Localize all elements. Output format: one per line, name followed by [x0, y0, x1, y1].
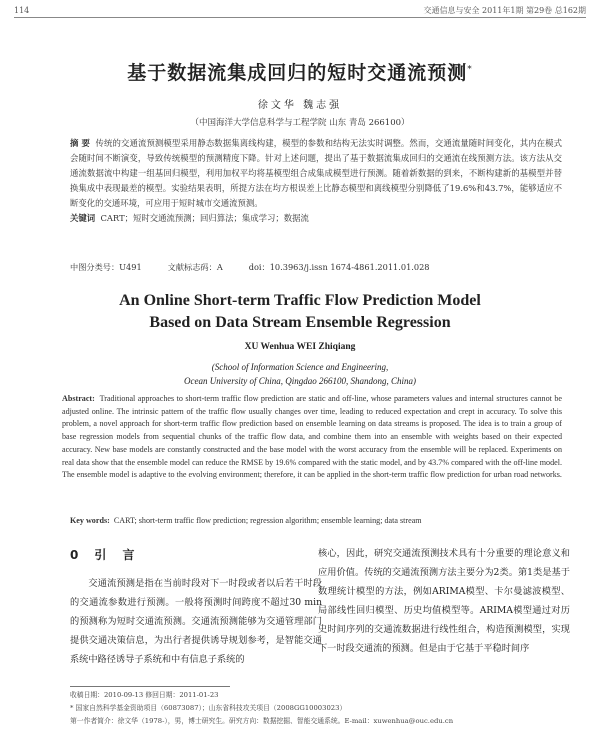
running-header — [14, 4, 586, 16]
clc-label: 中图分类号： — [70, 262, 120, 272]
english-affiliation — [0, 360, 600, 388]
body-column-left — [70, 544, 322, 669]
english-affil-line2: Ocean University of China, Qingdao 266100, Shandong, China) — [184, 376, 416, 386]
journal-info: 交通信息与安全 2011年1期 第29卷 总162期 — [423, 5, 586, 15]
footnote-fund: * 国家自然科学基金资助项目（60873087）；山东省科技攻关项目（2008GG10003023） — [70, 704, 347, 712]
chinese-keywords-text: CART；短时交通流预测；回归算法；集成学习；数据流 — [100, 213, 309, 223]
english-abstract-text: Traditional approaches to short-term traffic flow prediction are static and off-line, whose parameters values and internal structures cannot be adjusted online. The intrinsic pattern of the traffic flow usually changes over time, leading to reduced expectation and crept in accuracy. To solve this problem, a novel approach for short-term traffic flow prediction based on ensemble learning on data streams is proposed. The idea is to train a group of base regression models from sequential chunks of the traffic flow data, and combine them into an ensemble with weights based on their expected accuracy. New base models are constantly constructed and the base model with the worst accuracy from the ensemble will be replaced. Experiments on real data show that the ensemble model can reduce the RMSE by 19.6% compared with the static model, and by 43.7% compared with the off-line model. The ensemble model is adaptive to the evolving environment; therefore, it can be applied in the short-term traffic flow prediction for urban road networks. — [62, 394, 562, 480]
chinese-title — [0, 58, 600, 85]
english-keywords-text: CART; short-term traffic flow prediction; regression algorithm; ensemble learning; data stream — [113, 516, 422, 525]
title-footnote-mark: * — [467, 64, 473, 75]
section-number: 0 — [70, 548, 85, 562]
classification-row — [70, 262, 562, 273]
doc-label: 文献标志码： — [167, 262, 217, 272]
english-keywords — [70, 516, 562, 525]
header-rule — [14, 17, 586, 18]
english-authors: XU Wenhua WEI Zhiqiang — [244, 342, 356, 352]
footnote-received: 收稿日期：2010-09-13 修回日期：2011-01-23 — [70, 691, 219, 699]
chinese-keywords-label: 关键词 — [70, 213, 96, 223]
chinese-abstract-label: 摘 要 — [70, 138, 90, 148]
chinese-abstract-text: 传统的交通流预测模型采用静态数据集离线构建，模型的参数和结构无法实时调整。然而，交通流量随时间变化，其内在模式会随时间不断演变，导致传统模型的预测精度下降。针对上述问题，提出了基于数据流集成回归的交通流在线预测方法。该方法从交通流数据流中构建一组基回归模型，利用加权平均将基模型组合成集成模型进行预测。随着新数据的到来，不断构建新的基模型并替换集成中表现最差的模型。实验结果表明，所提方法在均方根误差上比静态模型和离线模型分别降低了19.6%和43.7%，能够适应不断变化的交通环境，可应用于短时城市交通流预测。 — [70, 138, 563, 208]
english-title — [0, 290, 600, 334]
doi-value: 10.3963/j.issn 1674-4861.2011.01.028 — [269, 262, 430, 272]
body-column-right — [318, 544, 570, 658]
body-text-right: 核心，因此，研究交通流预测技术具有十分重要的理论意义和应用价值。传统的交通流预测方法主要分为2类。第1类是基于数理统计模型的方法，例如ARIMA模型、卡尔曼滤波模型、局部线性回归模型、历史均值模型等。ARIMA模型通过对历史时间序列的交通流数据进行线性组合，构造预测模型，实现下一时段交通流的预测。但是由于它基于平稳时间序 — [318, 548, 570, 654]
chinese-keywords — [70, 211, 562, 226]
doi — [249, 262, 430, 273]
chinese-title-text: 基于数据流集成回归的短时交通流预测 — [127, 62, 468, 84]
chinese-abstract-para — [70, 136, 562, 211]
english-title-line2: Based on Data Stream Ensemble Regression — [149, 314, 451, 331]
english-abstract — [62, 393, 562, 482]
section-title: 引 言 — [94, 548, 141, 562]
chinese-abstract — [70, 136, 562, 226]
doc-value: A — [216, 262, 223, 272]
page-number: 114 — [14, 5, 30, 15]
chinese-authors: 徐文华 魏志强 — [257, 100, 343, 111]
english-affil-line1: (School of Information Science and Engineering, — [211, 362, 389, 372]
footnote-rule — [70, 686, 230, 687]
section-heading — [70, 544, 322, 566]
english-abstract-label: Abstract: — [62, 394, 95, 403]
english-title-line1: An Online Short-term Traffic Flow Prediction Model — [119, 292, 481, 309]
footnote-author: 第一作者简介：徐文华（1978-），男，博士研究生。研究方向：数据挖掘、智能交通系统。E-mail：xuwenhua@ouc.edu.cn — [70, 717, 454, 725]
doi-label: doi： — [248, 262, 270, 272]
chinese-affiliation: （中国海洋大学信息科学与工程学院 山东 青岛 266100） — [190, 118, 410, 128]
document-code — [168, 262, 223, 273]
body-text-left: 交通流预测是指在当前时段对下一时段或者以后若干时段的交通流参数进行预测。一般将预测时间跨度不超过30 min的预测称为短时交通流预测。交通流预测能够为交通管理部门提供交通决策信息，为出行者提供诱导规划参考，是智能交通系统中路径诱导子系统和中有信息子系统的 — [70, 578, 322, 665]
english-keywords-label: Key words: — [70, 516, 110, 525]
clc-value: U491 — [119, 262, 142, 272]
clc-number — [70, 262, 142, 273]
